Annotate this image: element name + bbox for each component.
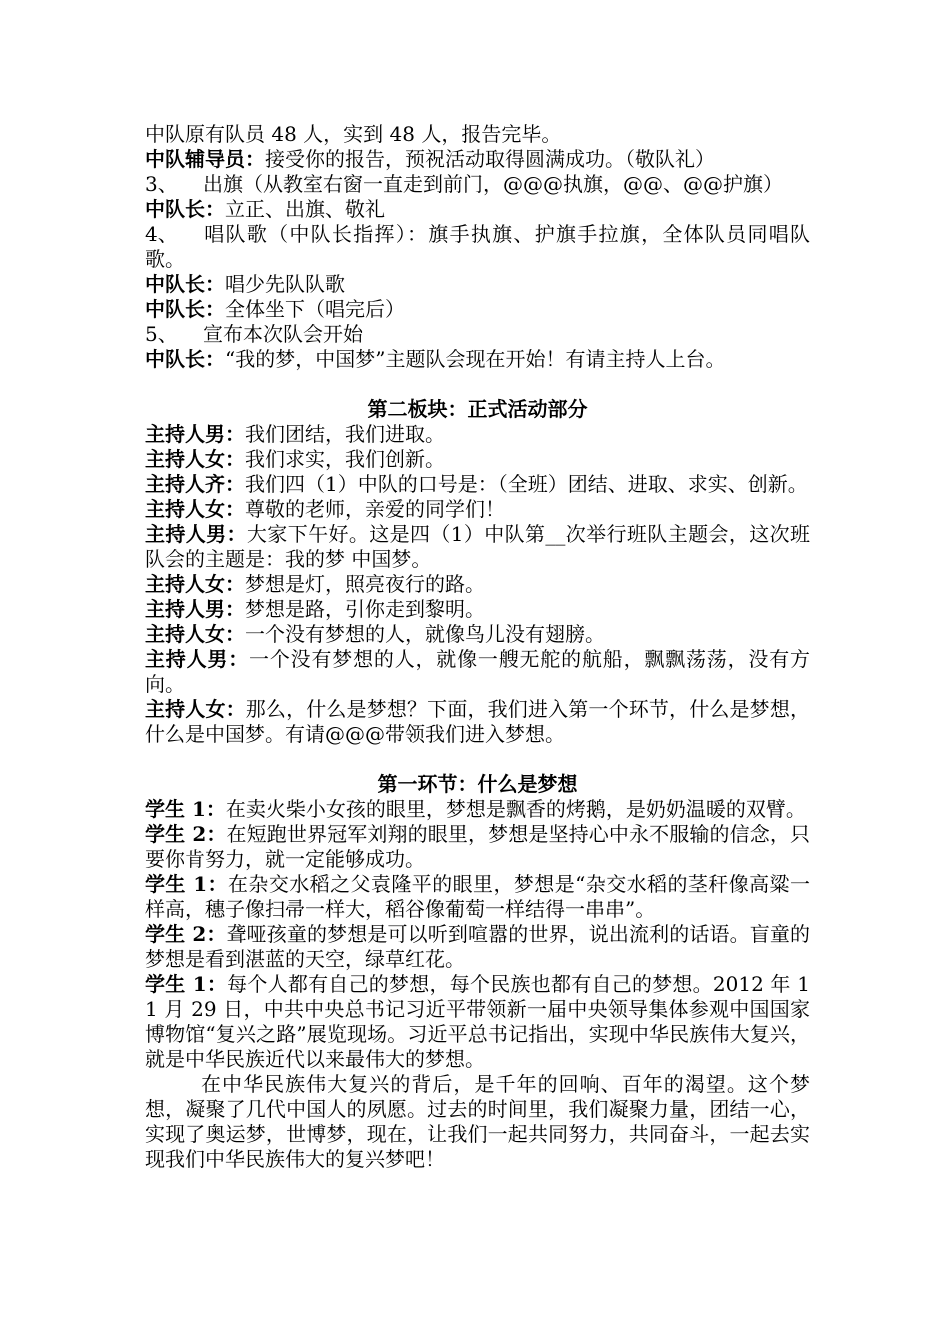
line-text: 接受你的报告，预祝活动取得圆满成功。（敬队礼） xyxy=(265,147,715,171)
line-text: 在杂交水稻之父袁隆平的眼里，梦想是“杂交水稻的茎秆像高粱一样高，穗子像扫帚一样大，稻谷像葡萄一样结得一串串”。 xyxy=(145,872,810,921)
step-4-line xyxy=(145,222,810,272)
line-text: 每个人都有自己的梦想，每个民族也都有自己的梦想。2012 年 11 月 29 日，中共中央总书记习近平带领新一届中央领导集体参观中国国家博物馆“复兴之路”展览现场。习近平总书记指出，实现中华民族伟大复兴，就是中华民族近代以来最伟大的梦想。 xyxy=(145,972,810,1071)
step-number: 5、 xyxy=(145,322,178,346)
counselor-line xyxy=(145,147,810,172)
host-line xyxy=(145,472,810,497)
step-5-line xyxy=(145,322,810,347)
line-text: 中队原有队员 48 人，实到 48 人，报告完毕。 xyxy=(145,122,562,146)
speaker-label: 主持人女： xyxy=(145,697,246,721)
host-line xyxy=(145,572,810,597)
captain-line xyxy=(145,272,810,297)
line-text: “我的梦，中国梦”主题队会现在开始！有请主持人上台。 xyxy=(225,347,726,371)
host-line xyxy=(145,647,810,697)
speaker-label: 主持人女： xyxy=(145,622,245,646)
line-text: 出旗（从教室右窗一直走到前门，@@@执旗，@@、@@护旗） xyxy=(203,172,783,196)
host-line xyxy=(145,622,810,647)
captain-line xyxy=(145,197,810,222)
line-text: 我们四（1）中队的口号是：（全班）团结、进取、求实、创新。 xyxy=(245,472,808,496)
line-text: 一个没有梦想的人，就像鸟儿没有翅膀。 xyxy=(245,622,605,646)
speaker-label: 主持人男： xyxy=(145,597,245,621)
speaker-label: 主持人男： xyxy=(145,422,245,446)
step-number: 4、 xyxy=(145,222,178,246)
line-text: 唱队歌（中队长指挥）：旗手执旗、护旗手拉旗，全体队员同唱队歌。 xyxy=(145,222,810,271)
line-text: 我们求实，我们创新。 xyxy=(245,447,445,471)
line-text: 我们团结，我们进取。 xyxy=(245,422,445,446)
speaker-label: 主持人女： xyxy=(145,497,245,521)
spacer xyxy=(145,747,810,772)
speaker-label: 中队辅导员： xyxy=(145,147,265,171)
section-heading: 第二板块：正式活动部分 xyxy=(367,397,588,421)
spacer xyxy=(145,372,810,397)
speaker-label: 主持人齐： xyxy=(145,472,245,496)
captain-line xyxy=(145,297,810,322)
step-number: 3、 xyxy=(145,172,178,196)
line-text: 在短跑世界冠军刘翔的眼里，梦想是坚持心中永不服输的信念，只要你肯努力，就一定能够成功。 xyxy=(145,822,811,871)
line-text: 立正、出旗、敬礼 xyxy=(225,197,385,221)
host-line xyxy=(145,697,810,747)
speaker-label: 中队长： xyxy=(145,272,225,296)
student-line xyxy=(145,797,810,822)
line-text: 梦想是路，引你走到黎明。 xyxy=(245,597,485,621)
line-text: 一个没有梦想的人，就像一艘无舵的航船，飘飘荡荡，没有方向。 xyxy=(145,647,811,696)
line-text: 唱少先队队歌 xyxy=(225,272,345,296)
speaker-label: 学生 1： xyxy=(145,872,228,896)
host-line xyxy=(145,522,810,572)
speaker-label: 主持人女： xyxy=(145,572,245,596)
speaker-label: 学生 2： xyxy=(145,922,227,946)
report-line xyxy=(145,122,810,147)
line-text: 聋哑孩童的梦想是可以听到喧嚣的世界，说出流利的话语。盲童的梦想是看到湛蓝的天空，绿草红花。 xyxy=(145,922,811,971)
section-heading: 第一环节：什么是梦想 xyxy=(377,772,578,796)
student-line xyxy=(145,822,810,872)
host-line xyxy=(145,597,810,622)
line-text: 梦想是灯，照亮夜行的路。 xyxy=(245,572,485,596)
host-line xyxy=(145,497,810,522)
line-text: 全体坐下（唱完后） xyxy=(225,297,405,321)
speaker-label: 学生 1： xyxy=(145,972,228,996)
speaker-label: 学生 1： xyxy=(145,797,226,821)
student-line xyxy=(145,972,810,1072)
speaker-label: 中队长： xyxy=(145,197,225,221)
student-line xyxy=(145,922,810,972)
captain-line xyxy=(145,347,810,372)
line-text: 那么，什么是梦想？下面，我们进入第一个环节，什么是梦想，什么是中国梦。有请@@@带领我们进入梦想。 xyxy=(145,697,810,746)
line-text: 大家下午好。这是四（1）中队第__次举行班队主题会，这次班队会的主题是：我的梦 中国梦。 xyxy=(145,522,810,571)
speaker-label: 主持人男： xyxy=(145,647,250,671)
document-page xyxy=(145,122,810,1172)
student-line xyxy=(145,872,810,922)
line-text: 宣布本次队会开始 xyxy=(203,322,363,346)
line-text: 尊敬的老师，亲爱的同学们！ xyxy=(245,497,505,521)
host-line xyxy=(145,422,810,447)
speaker-label: 主持人女： xyxy=(145,447,245,471)
speaker-label: 学生 2： xyxy=(145,822,227,846)
line-text: 在卖火柴小女孩的眼里，梦想是飘香的烤鹅，是奶奶温暖的双臂。 xyxy=(225,797,806,821)
speaker-label: 主持人男： xyxy=(145,522,247,546)
speaker-label: 中队长： xyxy=(145,347,225,371)
host-line xyxy=(145,447,810,472)
closing-paragraph: 在中华民族伟大复兴的背后，是千年的回响、百年的渴望。这个梦想，凝聚了几代中国人的夙愿。过去的时间里，我们凝聚力量，团结一心，实现了奥运梦，世博梦，现在，让我们一起共同努力，共同奋斗，一起去实现我们中华民族伟大的复兴梦吧！ xyxy=(145,1072,810,1171)
step-3-line xyxy=(145,172,810,197)
speaker-label: 中队长： xyxy=(145,297,225,321)
